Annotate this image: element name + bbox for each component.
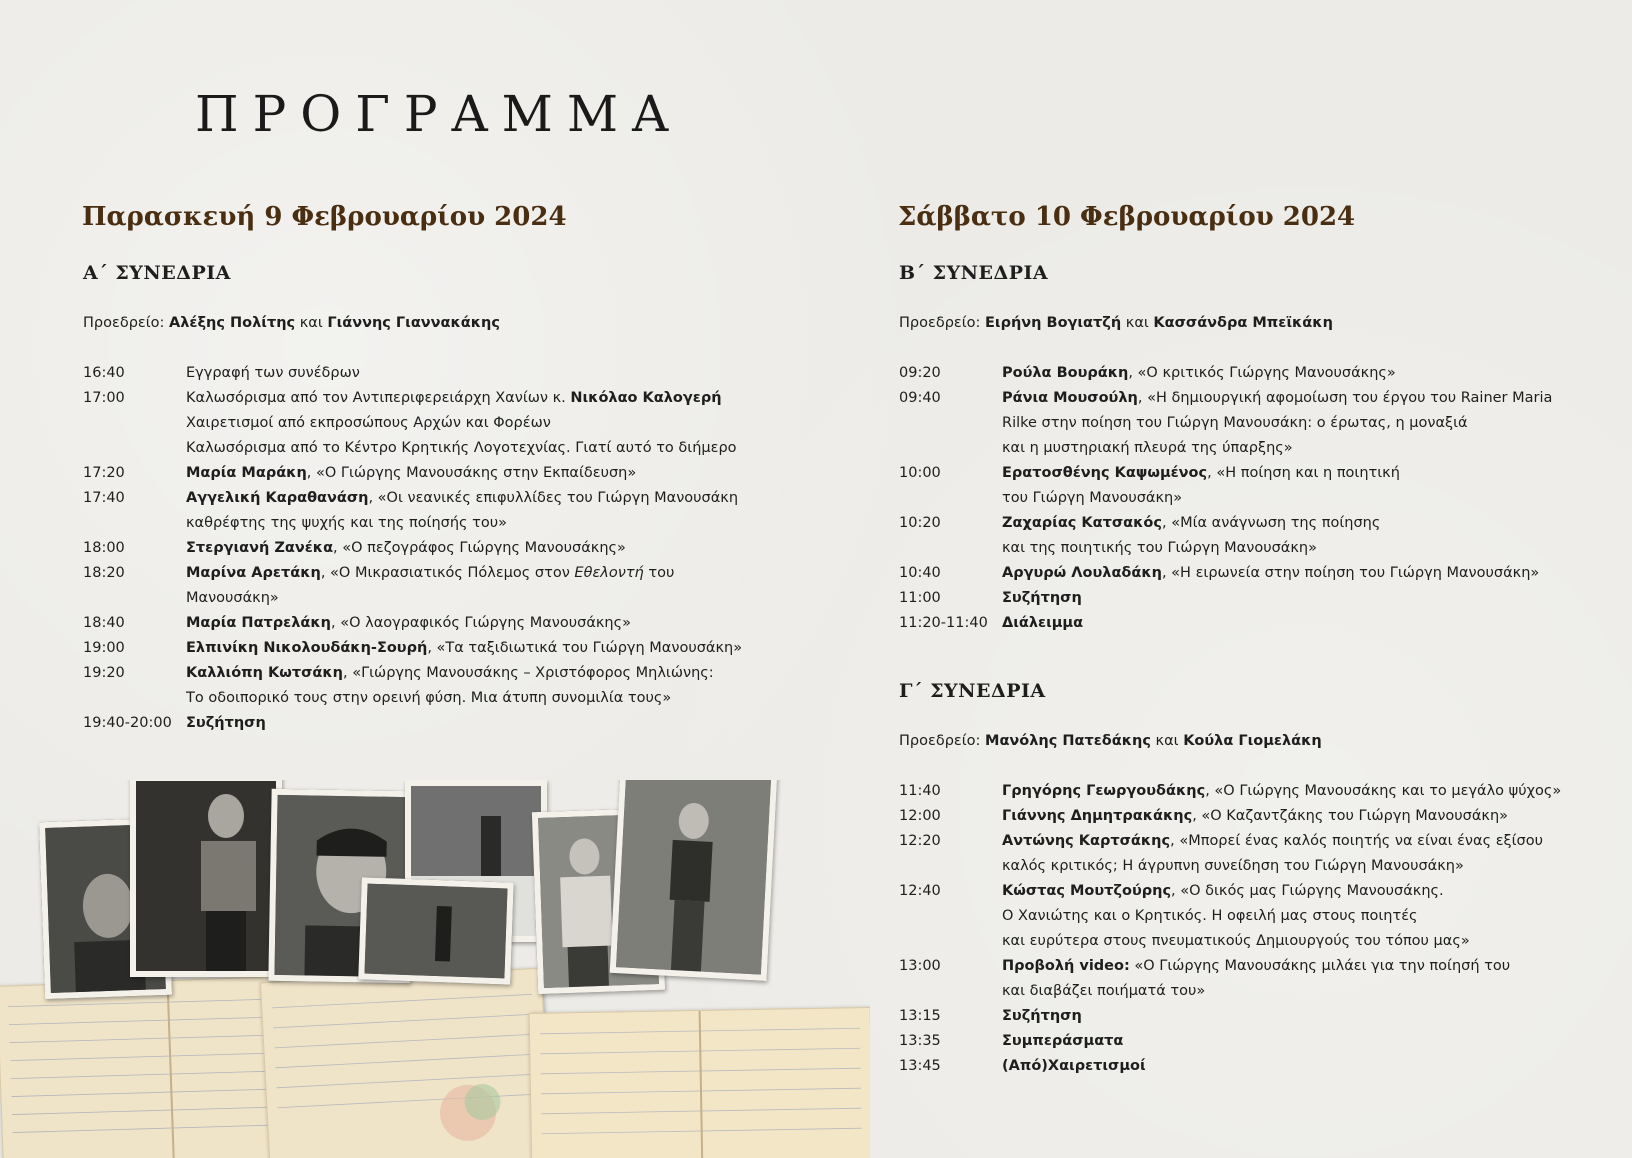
- talk-description: [186, 361, 742, 386]
- schedule-row: [83, 386, 742, 461]
- talk-text: Εγγραφή των συνέδρων: [186, 365, 360, 381]
- talk-text: , «Ο δικός μας Γιώργης Μανουσάκης.: [1171, 883, 1444, 899]
- talk-text: , «Οι νεανικές επιφυλλίδες του Γιώργη Μανουσάκη: [368, 490, 739, 506]
- speaker-name: Ελπινίκη Νικολουδάκη-Σουρή: [186, 640, 428, 656]
- time-slot: 12:00: [899, 808, 941, 824]
- photo-image: [358, 877, 513, 984]
- talk-description: [186, 636, 742, 661]
- talk-text: καλός κριτικός; Η άγρυπνη συνείδηση του Γιώργη Μανουσάκη»: [1002, 858, 1464, 874]
- schedule-row: [899, 586, 1552, 611]
- chair-name: Γιάννης Γιαννακάκης: [327, 315, 500, 331]
- chairs-conjunction: και: [295, 315, 328, 331]
- talk-text: Καλωσόρισμα από το Κέντρο Κρητικής Λογοτεχνίας. Γιατί αυτό το διήμερο: [186, 440, 737, 456]
- speaker-name: Καλλιόπη Κωτσάκη: [186, 665, 343, 681]
- chair-name: Κούλα Γιομελάκη: [1183, 733, 1322, 749]
- talk-description: [1002, 386, 1552, 461]
- session-label: Συζήτηση: [1002, 590, 1082, 606]
- session-b-heading: Β΄ ΣΥΝΕΔΡΙΑ: [899, 262, 1049, 284]
- schedule-row: [899, 779, 1561, 804]
- talk-text: , «Γιώργης Μανουσάκης – Χριστόφορος Μηλιώνης:: [342, 665, 714, 681]
- speaker-name: Μαρία Μαράκη: [186, 465, 307, 481]
- chair-name: Μανόλης Πατεδάκης: [985, 733, 1151, 749]
- talk-description: [1002, 1054, 1561, 1079]
- schedule-row: [899, 829, 1561, 879]
- speaker-name: Ζαχαρίας Κατσακός: [1002, 515, 1162, 531]
- talk-description: [186, 486, 742, 536]
- schedule-friday: [83, 361, 742, 736]
- talk-text: Το οδοιπορικό τους στην ορεινή φύση. Μια άτυπη συνομιλία τους»: [186, 690, 672, 706]
- time-slot: 17:20: [83, 465, 125, 481]
- talk-text: , «Τα ταξιδιωτικά του Γιώργη Μανουσάκη»: [427, 640, 743, 656]
- talk-description: [1002, 586, 1552, 611]
- schedule-session-c: [899, 779, 1561, 1079]
- talk-description: [1002, 779, 1561, 804]
- speaker-name: Στεργιανή Ζανέκα: [186, 540, 334, 556]
- speaker-name: Αργυρώ Λουλαδάκη: [1002, 565, 1162, 581]
- schedule-row: [83, 361, 742, 386]
- time-slot: 11:00: [899, 590, 941, 606]
- time-slot: 13:35: [899, 1033, 941, 1049]
- time-slot: 17:00: [83, 390, 125, 406]
- session-label: Συμπεράσματα: [1002, 1033, 1124, 1049]
- speaker-name: Αντώνης Καρτσάκης: [1002, 833, 1171, 849]
- time-slot: 10:40: [899, 565, 941, 581]
- speaker-name: Νικόλαο Καλογερή: [570, 390, 722, 406]
- chairs-conjunction: και: [1150, 733, 1184, 749]
- schedule-row: [83, 561, 742, 611]
- portrait-photo-image: [610, 780, 778, 981]
- schedule-row: [83, 536, 742, 561]
- talk-description: [186, 536, 742, 561]
- talk-description: [186, 461, 742, 486]
- schedule-row: [899, 386, 1552, 461]
- time-slot: 10:20: [899, 515, 941, 531]
- schedule-row: [899, 1029, 1561, 1054]
- talk-description: [1002, 511, 1552, 561]
- time-slot: 09:20: [899, 365, 941, 381]
- notebook-page-image: [260, 968, 552, 1158]
- talk-text: , «Ο λαογραφικός Γιώργης Μανουσάκης»: [331, 615, 631, 631]
- talk-text: του: [643, 565, 675, 581]
- talk-description: [1002, 804, 1561, 829]
- chairs-conjunction: και: [1121, 315, 1154, 331]
- portrait-photo-image: [130, 780, 282, 977]
- talk-text: και της ποιητικής του Γιώργη Μανουσάκη»: [1002, 540, 1317, 556]
- talk-text: καθρέφτης της ψυχής και της ποίησής του»: [186, 515, 508, 531]
- schedule-row: [899, 1054, 1561, 1079]
- talk-text: , «Ο κριτικός Γιώργης Μανουσάκης»: [1128, 365, 1396, 381]
- talk-description: [1002, 954, 1561, 1004]
- talk-text: του Γιώργη Μανουσάκη»: [1002, 490, 1183, 506]
- schedule-row: [83, 636, 742, 661]
- talk-description: [1002, 1004, 1561, 1029]
- talk-text: και διαβάζει ποιήματά του»: [1002, 983, 1206, 999]
- session-a-heading: Α΄ ΣΥΝΕΔΡΙΑ: [83, 262, 231, 284]
- schedule-row: [899, 461, 1552, 511]
- talk-text: Χαιρετισμοί από εκπροσώπους Αρχών και Φορέων: [186, 415, 551, 431]
- time-slot: 16:40: [83, 365, 125, 381]
- talk-text: και η μυστηριακή πλευρά της ύπαρξης»: [1002, 440, 1293, 456]
- time-slot: 13:00: [899, 958, 941, 974]
- talk-text: Μανουσάκη»: [186, 590, 279, 606]
- time-slot: 18:40: [83, 615, 125, 631]
- schedule-row: [899, 954, 1561, 1004]
- talk-text: Καλωσόρισμα από τον Αντιπεριφερειάρχη Χανίων κ.: [186, 390, 571, 406]
- speaker-name: Προβολή video:: [1002, 958, 1130, 974]
- chair-name: Κασσάνδρα Μπεϊκάκη: [1153, 315, 1333, 331]
- talk-description: [186, 661, 742, 711]
- time-slot: 18:20: [83, 565, 125, 581]
- speaker-name: Γιάννης Δημητρακάκης: [1002, 808, 1193, 824]
- speaker-name: Γρηγόρης Γεωργουδάκης: [1002, 783, 1206, 799]
- talk-text: , «Η ειρωνεία στην ποίηση του Γιώργη Μανουσάκη»: [1161, 565, 1540, 581]
- speaker-name: Μαρίνα Αρετάκη: [186, 565, 321, 581]
- chair-name: Αλέξης Πολίτης: [169, 315, 296, 331]
- schedule-row: [899, 511, 1552, 561]
- session-label: (Από)Χαιρετισμοί: [1002, 1058, 1146, 1074]
- schedule-row: [899, 879, 1561, 954]
- time-slot: 19:00: [83, 640, 125, 656]
- chairs-label: Προεδρείο:: [899, 315, 986, 331]
- session-label: Διάλειμμα: [1002, 615, 1084, 631]
- talk-text: , «Ο Καζαντζάκης του Γιώργη Μανουσάκη»: [1192, 808, 1509, 824]
- talk-text: , «Μπορεί ένας καλός ποιητής να είναι ένας εξίσου: [1170, 833, 1543, 849]
- schedule-row: [899, 361, 1552, 386]
- time-slot: 12:20: [899, 833, 941, 849]
- time-slot: 11:20-11:40: [899, 615, 988, 631]
- schedule-row: [899, 804, 1561, 829]
- session-a-chairs: [83, 315, 500, 331]
- chairs-label: Προεδρείο:: [83, 315, 170, 331]
- schedule-row: [899, 561, 1552, 586]
- talk-description: [1002, 829, 1561, 879]
- time-slot: 19:40-20:00: [83, 715, 172, 731]
- day-heading-saturday: Σάββατο 10 Φεβρουαρίου 2024: [898, 202, 1356, 232]
- talk-description: [1002, 879, 1561, 954]
- day-heading-friday: Παρασκευή 9 Φεβρουαρίου 2024: [82, 202, 567, 232]
- session-c-heading: Γ΄ ΣΥΝΕΔΡΙΑ: [899, 680, 1046, 702]
- time-slot: 19:20: [83, 665, 125, 681]
- time-slot: 13:45: [899, 1058, 941, 1074]
- talk-text: , «Η ποίηση και η ποιητική: [1207, 465, 1400, 481]
- speaker-name: Ερατοσθένης Καψωμένος: [1002, 465, 1208, 481]
- speaker-name: Μαρία Πατρελάκη: [186, 615, 331, 631]
- schedule-row: [83, 611, 742, 636]
- time-slot: 17:40: [83, 490, 125, 506]
- schedule-row: [83, 486, 742, 536]
- speaker-name: Ράνια Μουσούλη: [1002, 390, 1138, 406]
- talk-description: [186, 611, 742, 636]
- talk-description: [1002, 1029, 1561, 1054]
- talk-text: , «Ο Γιώργης Μανουσάκης και το μεγάλο ψύχος»: [1205, 783, 1562, 799]
- talk-description: [1002, 561, 1552, 586]
- time-slot: 13:15: [899, 1008, 941, 1024]
- time-slot: 12:40: [899, 883, 941, 899]
- chair-name: Ειρήνη Βογιατζή: [985, 315, 1122, 331]
- session-label: Συζήτηση: [186, 715, 266, 731]
- photo-collage: [0, 780, 870, 1158]
- time-slot: 10:00: [899, 465, 941, 481]
- schedule-row: [899, 1004, 1561, 1029]
- talk-text: , «Ο πεζογράφος Γιώργης Μανουσάκης»: [333, 540, 626, 556]
- time-slot: 09:40: [899, 390, 941, 406]
- talk-text: , «Ο Γιώργης Μανουσάκης στην Εκπαίδευση»: [306, 465, 637, 481]
- talk-text: «Ο Γιώργης Μανουσάκης μιλάει για την ποίησή του: [1129, 958, 1511, 974]
- session-c-chairs: [899, 733, 1322, 749]
- schedule-row: [83, 711, 742, 736]
- schedule-session-b: [899, 361, 1552, 636]
- notebook-page-image: [529, 1007, 870, 1158]
- page-title: ΠΡΟΓΡΑΜΜΑ: [195, 85, 683, 143]
- talk-description: [186, 711, 742, 736]
- schedule-row: [83, 461, 742, 486]
- talk-text: Rilke στην ποίηση του Γιώργη Μανουσάκη: ο έρωτας, η μοναξιά: [1002, 415, 1468, 431]
- talk-text: , «Η δημιουργική αφομοίωση του έργου του Rainer Maria: [1137, 390, 1553, 406]
- schedule-row: [83, 661, 742, 711]
- speaker-name: Αγγελική Καραθανάση: [186, 490, 369, 506]
- speaker-name: Ρούλα Βουράκη: [1002, 365, 1129, 381]
- talk-description: [1002, 361, 1552, 386]
- talk-description: [1002, 611, 1552, 636]
- talk-text: , «Μία ανάγνωση της ποίησης: [1162, 515, 1381, 531]
- session-label: Συζήτηση: [1002, 1008, 1082, 1024]
- session-b-chairs: [899, 315, 1333, 331]
- time-slot: 18:00: [83, 540, 125, 556]
- chairs-label: Προεδρείο:: [899, 733, 986, 749]
- talk-description: [186, 386, 742, 461]
- book-title: Εθελοντή: [574, 565, 644, 581]
- talk-description: [1002, 461, 1552, 511]
- talk-text: και ευρύτερα στους πνευματικούς Δημιουργούς του τόπου μας»: [1002, 933, 1470, 949]
- time-slot: 11:40: [899, 783, 941, 799]
- talk-description: [186, 561, 742, 611]
- speaker-name: Κώστας Μουτζούρης: [1002, 883, 1172, 899]
- talk-text: , «Ο Μικρασιατικός Πόλεμος στον: [320, 565, 575, 581]
- talk-text: Ο Χανιώτης και ο Κρητικός. Η οφειλή μας στους ποιητές: [1002, 908, 1418, 924]
- schedule-row: [899, 611, 1552, 636]
